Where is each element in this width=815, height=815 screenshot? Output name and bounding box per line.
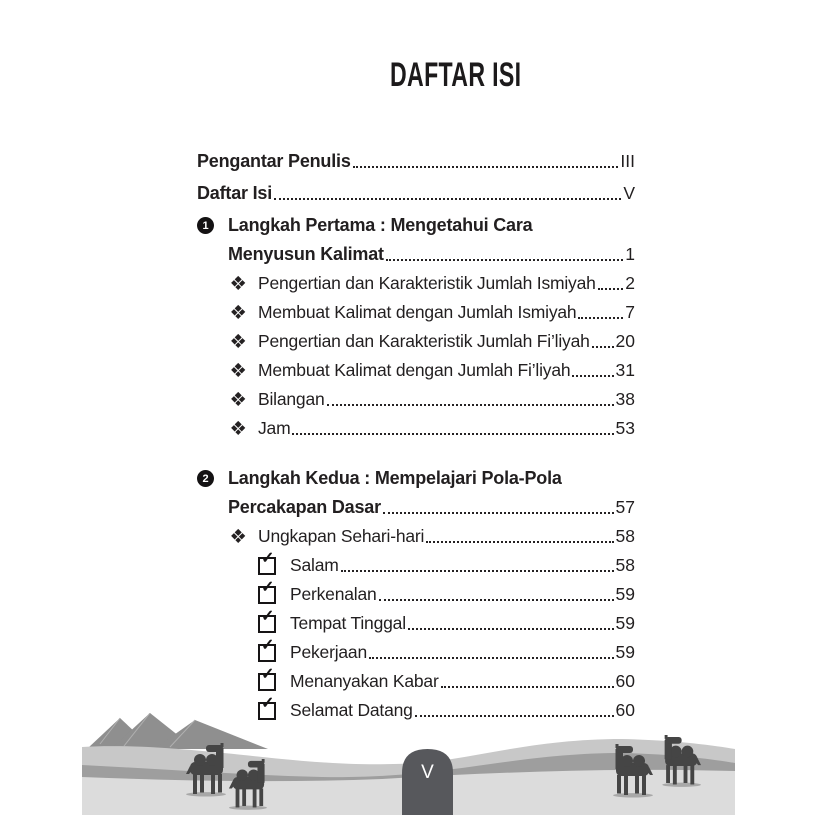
four-diamond-icon bbox=[231, 392, 246, 407]
page-number: 1 bbox=[625, 244, 635, 264]
page-number: 60 bbox=[615, 671, 635, 691]
checked-checkbox-icon bbox=[258, 578, 276, 604]
page-number: 31 bbox=[615, 360, 635, 380]
page-title: DAFTAR ISI bbox=[390, 56, 522, 94]
toc-entry-label: Menyusun Kalimat bbox=[228, 244, 384, 264]
four-diamond-icon bbox=[231, 276, 246, 291]
checked-checkbox-icon bbox=[258, 636, 276, 662]
dot-leader bbox=[383, 512, 614, 514]
toc-entry bbox=[197, 298, 635, 327]
page-number: 58 bbox=[615, 526, 635, 546]
dot-leader bbox=[578, 317, 623, 319]
page-number: 58 bbox=[615, 555, 635, 575]
toc-entry bbox=[197, 522, 635, 551]
check-mark-icon: ✓ bbox=[261, 549, 275, 567]
check-mark-icon: ✓ bbox=[261, 578, 275, 596]
toc-entry-label: Pengertian dan Karakteristik Jumlah Fi’liyah bbox=[258, 331, 590, 351]
table-of-contents bbox=[197, 147, 635, 725]
toc-entry bbox=[197, 356, 635, 385]
toc-entry-label: Tempat Tinggal bbox=[290, 613, 406, 633]
toc-entry-label: Pengertian dan Karakteristik Jumlah Ismiyah bbox=[258, 273, 596, 293]
filled-circle-number-icon: 1 bbox=[197, 217, 214, 234]
page-number: 59 bbox=[615, 613, 635, 633]
toc-entry bbox=[197, 385, 635, 414]
toc-entry-label: Bilangan bbox=[258, 389, 325, 409]
dot-leader bbox=[379, 599, 614, 601]
dot-leader bbox=[341, 570, 614, 572]
toc-entry bbox=[197, 551, 635, 580]
four-diamond-icon bbox=[231, 529, 246, 544]
toc-entry-label: Daftar Isi bbox=[197, 183, 273, 203]
toc-entry-label: Pekerjaan bbox=[290, 642, 368, 662]
toc-entry bbox=[197, 667, 635, 696]
page-number-marker: V bbox=[421, 762, 434, 783]
dot-leader bbox=[386, 259, 623, 261]
checked-checkbox-icon bbox=[258, 607, 276, 633]
dot-leader bbox=[592, 346, 614, 348]
page-number: 59 bbox=[615, 642, 635, 662]
page-number: 59 bbox=[615, 584, 635, 604]
page-number: 20 bbox=[615, 331, 635, 351]
four-diamond-icon bbox=[231, 421, 246, 436]
toc-entry bbox=[197, 414, 635, 443]
check-mark-icon: ✓ bbox=[261, 636, 275, 654]
check-mark-icon: ✓ bbox=[261, 694, 275, 712]
check-mark-icon: ✓ bbox=[261, 665, 275, 683]
pyramids-icon bbox=[88, 713, 268, 749]
toc-entry-label: Jam bbox=[258, 418, 291, 438]
page-number: V bbox=[623, 183, 635, 203]
filled-circle-number-icon: 2 bbox=[197, 470, 214, 487]
toc-entry bbox=[197, 580, 635, 609]
toc-entry-label: Pengantar Penulis bbox=[197, 151, 351, 171]
toc-entry-label: Langkah Kedua : Mempelajari Pola-Pola bbox=[228, 468, 562, 488]
toc-entry-label: Selamat Datang bbox=[290, 700, 413, 720]
toc-entry-label: Salam bbox=[290, 555, 339, 575]
toc-entry-label: Ungkapan Sehari-hari bbox=[258, 526, 425, 546]
dot-leader bbox=[572, 375, 613, 377]
dot-leader bbox=[441, 686, 614, 688]
checked-checkbox-icon bbox=[258, 665, 276, 691]
dot-leader bbox=[369, 657, 614, 659]
toc-entry bbox=[197, 609, 635, 638]
dot-leader bbox=[408, 628, 614, 630]
toc-entry-label: Percakapan Dasar bbox=[228, 497, 381, 517]
toc-entry bbox=[197, 269, 635, 298]
dot-leader bbox=[353, 166, 619, 168]
dot-leader bbox=[274, 198, 621, 200]
toc-entry bbox=[197, 638, 635, 667]
toc-entry-label: Membuat Kalimat dengan Jumlah Fi’liyah bbox=[258, 360, 571, 380]
page-number: 2 bbox=[625, 273, 635, 293]
toc-entry-label: Langkah Pertama : Mengetahui Cara bbox=[228, 215, 533, 235]
four-diamond-icon bbox=[231, 334, 246, 349]
toc-entry bbox=[197, 211, 635, 240]
page-number: III bbox=[620, 151, 635, 171]
checked-checkbox-icon bbox=[258, 549, 276, 575]
page-number: 38 bbox=[615, 389, 635, 409]
dot-leader bbox=[598, 288, 624, 290]
toc-entry bbox=[197, 147, 635, 176]
page-number: 60 bbox=[615, 700, 635, 720]
toc-entry-label: Membuat Kalimat dengan Jumlah Ismiyah bbox=[258, 302, 577, 322]
toc-entry-continuation bbox=[197, 493, 635, 522]
toc-entry bbox=[197, 179, 635, 208]
four-diamond-icon bbox=[231, 363, 246, 378]
toc-entry bbox=[197, 327, 635, 356]
toc-entry bbox=[197, 464, 635, 493]
toc-entry-label: Perkenalan bbox=[290, 584, 377, 604]
page-number: 53 bbox=[615, 418, 635, 438]
toc-entry-continuation bbox=[197, 240, 635, 269]
dot-leader bbox=[292, 433, 613, 435]
four-diamond-icon bbox=[231, 305, 246, 320]
page-number: 57 bbox=[615, 497, 635, 517]
dot-leader bbox=[426, 541, 613, 543]
check-mark-icon: ✓ bbox=[261, 607, 275, 625]
dot-leader bbox=[327, 404, 614, 406]
page-number: 7 bbox=[625, 302, 635, 322]
toc-entry-label: Menanyakan Kabar bbox=[290, 671, 439, 691]
